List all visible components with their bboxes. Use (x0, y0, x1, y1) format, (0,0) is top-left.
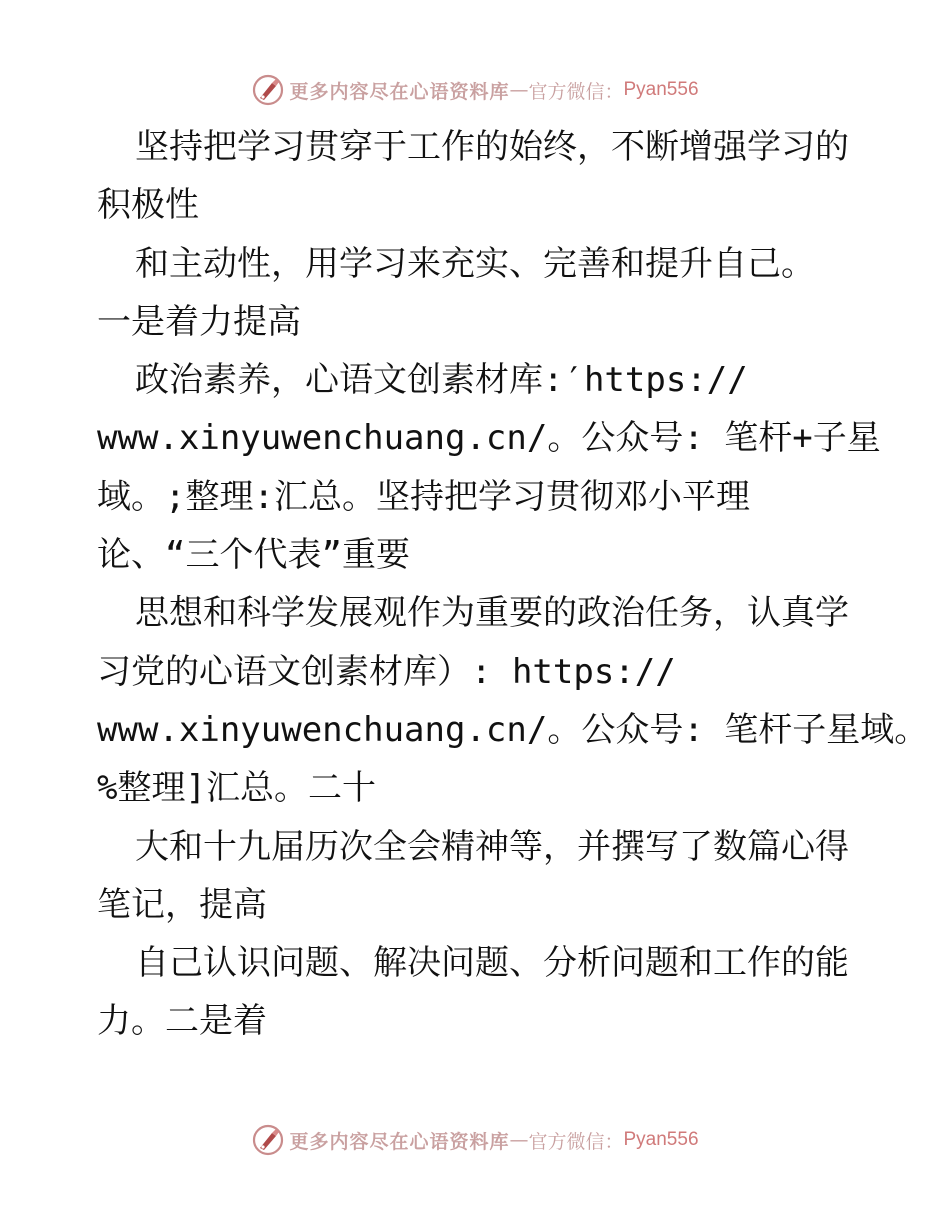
banner-wechat-id: Pyan556 (623, 1129, 699, 1150)
text-line: 积极性 (97, 185, 199, 226)
text-line: 论、“三个代表”重要 (97, 535, 410, 576)
text-line: 坚持把学习贯穿于工作的始终，不断增强学习的 (135, 127, 849, 167)
banner-separator: — (509, 79, 529, 101)
banner-site-text: 更多内容尽在心语资料库 (289, 1130, 510, 1153)
text-line: 大和十九届历次全会精神等，并撰写了数篇心得 (135, 826, 849, 867)
document-body (97, 118, 929, 1051)
text-line: 思想和科学发展观作为重要的政治任务，认真学 (135, 593, 849, 634)
text-line: www.xinyuwenchuang.cn/。公众号: 笔杆子星域。 (97, 709, 929, 750)
text-line: 习党的心语文创素材库）: https:// (97, 651, 676, 692)
footer-banner (0, 1120, 950, 1160)
text-line: %整理]汇总。二十 (97, 768, 376, 809)
text-line: 一是着力提高 (97, 301, 301, 342)
text-line: 笔记，提高 (97, 884, 267, 925)
text-line: www.xinyuwenchuang.cn/。公众号: 笔杆+子星 (97, 418, 881, 459)
banner-wechat-label: 官方微信： (528, 1130, 624, 1153)
text-line: 政治素养，心语文创素材库:′https:// (135, 360, 748, 401)
text-line: 和主动性，用学习来充实、完善和提升自己。 (135, 243, 815, 284)
banner-wechat-label: 官方微信： (528, 80, 624, 103)
text-line: 力。二是着 (97, 1001, 267, 1042)
banner-wechat-id: Pyan556 (623, 79, 699, 100)
text-line: 自己认识问题、解决问题、分析问题和工作的能 (135, 943, 849, 984)
text-line: 域。;整理:汇总。坚持把学习贯彻邓小平理 (97, 476, 750, 517)
pen-nib-logo-icon (251, 73, 285, 107)
banner-site-text: 更多内容尽在心语资料库 (289, 80, 510, 103)
banner-separator: — (509, 1129, 529, 1151)
pen-nib-logo-icon (251, 1123, 285, 1157)
header-banner (0, 70, 950, 110)
